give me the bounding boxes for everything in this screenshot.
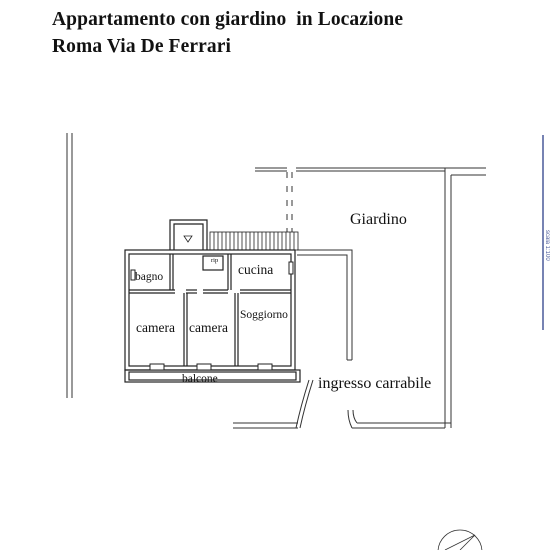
label-camera-2: camera	[189, 320, 228, 335]
title-line-1: Appartamento con giardino in Locazione	[52, 9, 404, 30]
left-boundary-wall	[67, 133, 72, 398]
staircase	[210, 232, 298, 250]
scale-marker	[543, 135, 550, 330]
label-cucina: cucina	[238, 262, 274, 277]
label-rip: rip	[211, 257, 219, 264]
label-bagno: bagno	[135, 271, 164, 283]
north-arrow-icon	[438, 530, 482, 550]
label-giardino: Giardino	[350, 211, 407, 228]
entry-arrow-icon	[184, 236, 192, 242]
dashed-path	[287, 172, 292, 232]
title-line-2: Roma Via De Ferrari	[52, 36, 231, 57]
label-camera-1: camera	[136, 320, 175, 335]
label-balcone: balcone	[182, 373, 218, 385]
scale-label: scala 1:100	[544, 230, 550, 261]
label-soggiorno: Soggiorno	[240, 309, 288, 321]
label-ingresso: ingresso carrabile	[318, 375, 432, 392]
terrace-outline	[297, 250, 352, 360]
